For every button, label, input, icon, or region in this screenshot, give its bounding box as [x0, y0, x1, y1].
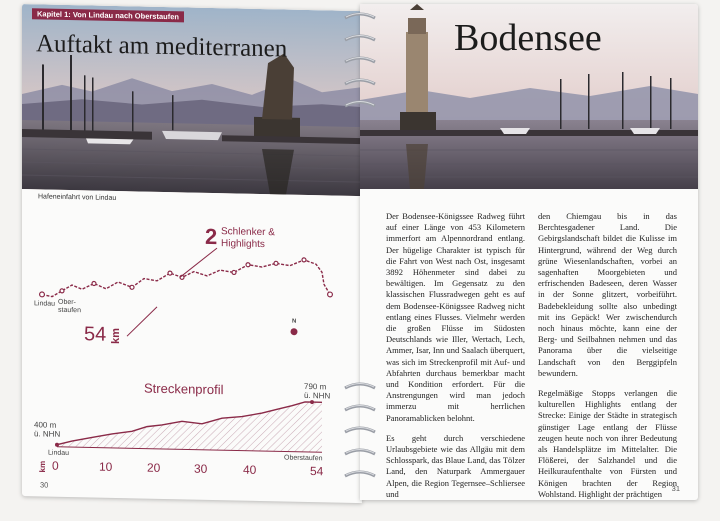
profile-title: Streckenprofil: [144, 380, 224, 398]
spiral-binding: [335, 0, 385, 521]
profile-tick-54: 54: [310, 464, 324, 479]
page-number-left: 30: [40, 480, 49, 490]
text-column-2: [538, 211, 677, 500]
paragraph: Der Bodensee-Königssee Radweg führt auf einer Länge von 453 Kilometern immerfort am Alpennordrand entlang. Der hügelige Charakter ist typisch für die Fahrt von West nach Ost, insgesamt 3892 Höhenmeter sind dabei zu bewältigen. Im Gegensatz zu den klassischen Flussradwegen geht es auf dem Bodensee-Königssee Radweg nicht entlang eines Flusses. Vielmehr werden die großen Flüsse im Südosten Deutschlands wie Iller, Wertach, Lech, Ammer, Isar, Inn und Saalach überquert, was sich im Streckenprofil mit Auf- und Abfahrten durchaus bemerkbar macht und Kondition erfordert. Für die Anstrengungen wird man jedoch immerzu mit herrlichen Panoramablicken belohnt.: [386, 211, 525, 423]
profile-start-place: Lindau: [48, 449, 70, 457]
left-page: [22, 4, 362, 503]
chapter-label: Kapitel 1:: [37, 9, 71, 20]
headline-left: Auftakt am mediterranen: [36, 30, 288, 63]
start-altitude-2: ü. NHN: [34, 429, 61, 439]
profile-end-place: Oberstaufen: [284, 454, 323, 463]
start-altitude-1: 400 m: [34, 420, 57, 430]
map-start-label: Lindau: [34, 300, 56, 308]
photo-caption: Hafeneinfahrt von Lindau: [38, 193, 117, 202]
page-number-right: 31: [671, 484, 680, 493]
profile-tick-20: 20: [147, 460, 161, 475]
distance-value: 54: [84, 323, 107, 346]
paragraph: Es geht durch verschiedene Urlaubsgebiete wie das Allgäu mit dem Schlosspark, das Blaue Land, das Tölzer Land, den Naturpark Ammergauer Alpen, die Region Tegernsee–Schliersee und: [386, 432, 525, 499]
right-page: [360, 4, 698, 500]
north-marker: [291, 328, 298, 335]
route-point-end: [328, 292, 333, 297]
text-column-1: [386, 211, 525, 500]
route-point-start: [40, 292, 45, 297]
distance-unit: km: [110, 327, 122, 345]
profile-area: [57, 397, 322, 453]
max-altitude-2: ü. NHN: [304, 390, 331, 401]
paragraph: Regelmäßige Stopps verlangen die kulturellen Highlights entlang der Strecke: Einige der Städte in strategisch günstiger Lage entlang der Flüsse zeugen heute noch von ihrer Bedeutung als Handelsplätze im Mittelalter. Die Flößerei, der Salzhandel und die Heilkuraufenthalte von Fürsten und Königen brachten der Region Wohlstand. Highlight der prächtigen: [538, 388, 677, 499]
distance-leader: [127, 306, 157, 337]
max-altitude-1: 790 m: [304, 381, 327, 392]
chapter-title: Von Lindau nach Oberstaufen: [72, 10, 179, 22]
profile-tick-40: 40: [243, 462, 257, 477]
paragraph: den Chiemgau bis in das Berchtesgadener Land. Die Gebirgslandschaft bildet die Kulisse im Hintergrund, während der Weg durch grüne Wiesenlandschaften, vorbei an sagenhaften Moorgebieten und erfrischenden Badeseen, deren Wasser in der Sonne glitzert, vorbeiführt. Badebekleidung sollte also unbedingt mit ins Gepäck! Wer zwischendurch noch hinaus möchte, kann eine der Berg- und Seilbahnen nehmen und das Panorama über die vielseitige Landschaft von den Berggipfeln bewundern.: [538, 211, 677, 378]
map-end-label-2: staufen: [58, 306, 81, 315]
headline-right: Bodensee: [454, 17, 602, 59]
profile-tick-10: 10: [99, 459, 113, 474]
route-map-and-profile: [22, 4, 362, 503]
highlights-label-1: Schlenker &: [221, 226, 275, 239]
highlights-label-2: Highlights: [221, 238, 265, 251]
highlights-count: 2: [205, 223, 218, 250]
profile-tick-30: 30: [194, 461, 208, 476]
map-end-label-1: Ober-: [58, 298, 76, 307]
north-label: N: [292, 318, 297, 325]
profile-tick-0: 0: [52, 458, 59, 473]
profile-unit: km: [38, 460, 47, 473]
route-line: [42, 254, 330, 302]
